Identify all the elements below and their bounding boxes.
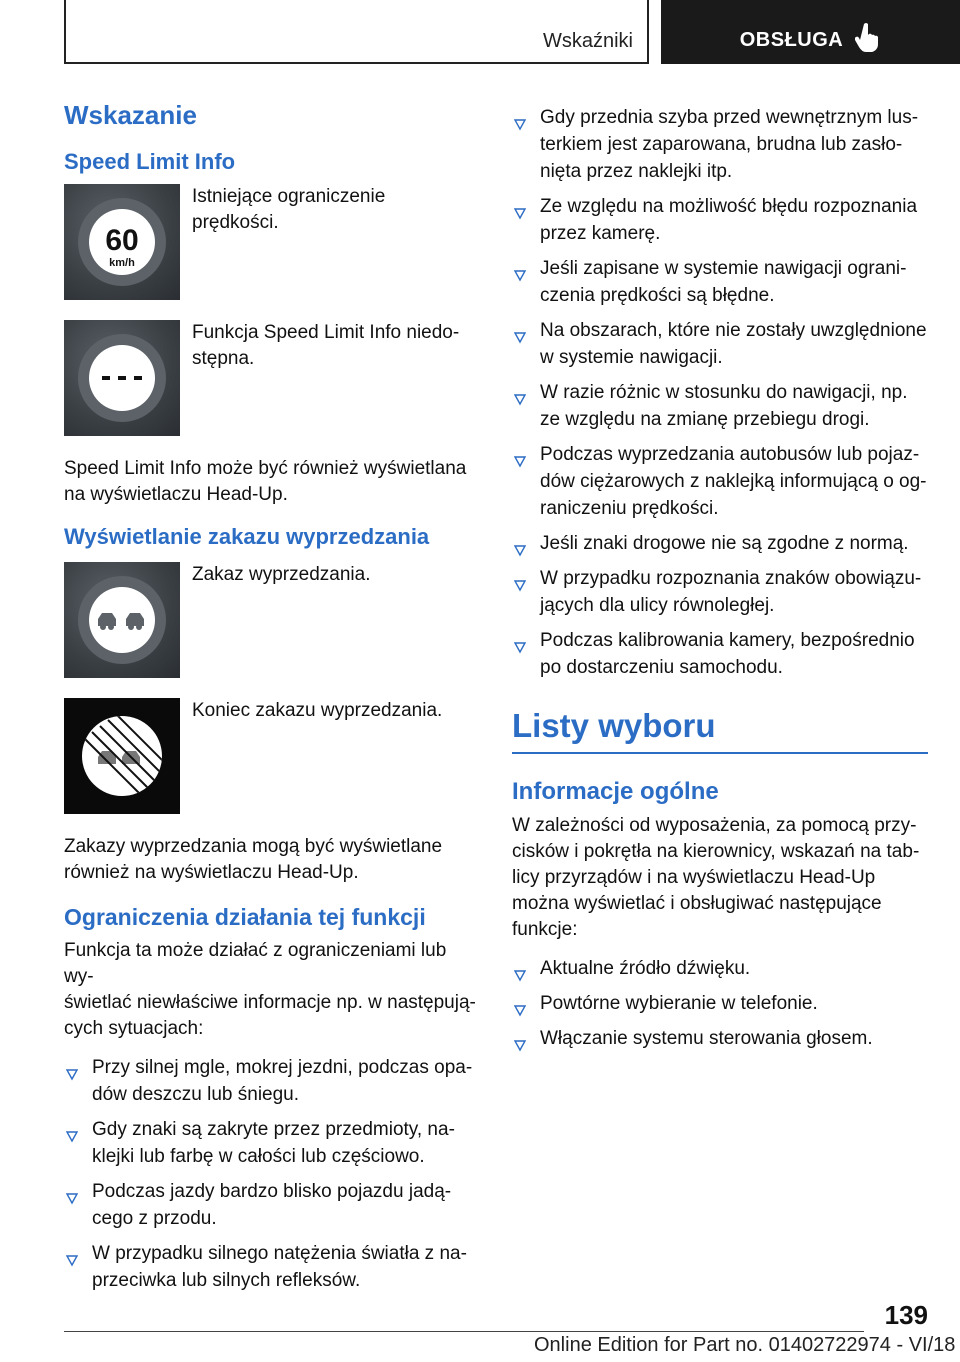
triangle-bullet-icon <box>514 963 526 990</box>
triangle-bullet-icon <box>66 1186 78 1213</box>
sign-row-no-overtaking <box>64 562 476 678</box>
right-column <box>512 100 928 1060</box>
list-item: Gdy przednia szyba przed wewnętrznym lus- terkiem jest zaparowana, brudna lub zasło- nięta przez naklejki itp. <box>512 104 928 185</box>
triangle-bullet-icon <box>514 635 526 662</box>
list-item: Przy silnej mgle, mokrej jezdni, podczas opa- dów deszczu lub śniegu. <box>64 1054 476 1108</box>
sign-row-end-no-overtaking <box>64 698 476 814</box>
triangle-bullet-icon <box>514 538 526 565</box>
list-item: Na obszarach, które nie zostały uwzględnione w systemie nawigacji. <box>512 317 928 371</box>
triangle-bullet-icon <box>66 1062 78 1089</box>
triangle-bullet-icon <box>514 1033 526 1060</box>
list-item: Powtórne wybieranie w telefonie. <box>512 990 928 1017</box>
triangle-bullet-icon <box>514 449 526 476</box>
sign-row-speed-limit <box>64 184 476 300</box>
list-item: W razie różnic w stosunku do nawigacji, np. ze względu na zmianę przebiegu drogi. <box>512 379 928 433</box>
list-item: W przypadku rozpoznania znaków obowiązu- jących dla ulicy równoległej. <box>512 565 928 619</box>
list-item: Jeśli znaki drogowe nie są zgodne z normą. <box>512 530 928 557</box>
page-number: 139 <box>884 1300 928 1330</box>
header-chapter-title: OBSŁUGA <box>739 28 844 51</box>
list-item: Włączanie systemu sterowania głosem. <box>512 1025 928 1052</box>
heading-general-info: Informacje ogólne <box>512 777 719 805</box>
footer-divider <box>64 1331 864 1332</box>
pointing-hand-icon <box>855 22 881 57</box>
list-item: Gdy znaki są zakryte przez przedmioty, na- klejki lub farbę w całości lub częściowo. <box>64 1116 476 1170</box>
sign-caption-end-no-overtaking: Koniec zakazu wyprzedzania. <box>192 699 443 721</box>
sign-caption-speed-limit: Istniejące ograniczenie prędkości. <box>192 185 386 233</box>
header-section-box <box>64 0 649 64</box>
svg-text:60: 60 <box>105 223 139 257</box>
header-chapter-tab <box>661 0 960 64</box>
svg-text:km/h: km/h <box>109 256 135 269</box>
triangle-bullet-icon <box>514 263 526 290</box>
triangle-bullet-icon <box>66 1248 78 1275</box>
speed-limit-unavailable-icon <box>64 320 180 436</box>
list-item: Podczas jazdy bardzo blisko pojazdu jadą- cego z przodu. <box>64 1178 476 1232</box>
list-item: Ze względu na możliwość błędu rozpoznania przez kamerę. <box>512 193 928 247</box>
speed-limit-sign-icon <box>64 184 180 300</box>
no-overtaking-sign-icon <box>64 562 180 678</box>
overtaking-info-paragraph: Zakazy wyprzedzania mogą być wyświetlane również na wyświetlaczu Head-Up. <box>64 835 443 883</box>
limitations-list-left <box>64 1054 476 1294</box>
triangle-bullet-icon <box>514 325 526 352</box>
list-item: W przypadku silnego natężenia światła z na- przeciwka lub silnych refleksów. <box>64 1240 476 1294</box>
sign-row-unavailable <box>64 320 476 436</box>
heading-speed-limit-info: Speed Limit Info <box>64 149 236 175</box>
limitations-list-right <box>512 104 928 681</box>
heading-selection-lists: Listy wyboru <box>512 705 928 754</box>
sign-caption-no-overtaking: Zakaz wyprzedzania. <box>192 563 371 585</box>
list-item: Podczas kalibrowania kamery, bezpośrednio po dostarczeniu samochodu. <box>512 627 928 681</box>
triangle-bullet-icon <box>514 112 526 139</box>
limitations-paragraph: Funkcja ta może działać z ograniczeniami lub wy- świetlać niewłaściwe informacje np. w następują- cych sytuacjach: <box>64 939 476 1039</box>
list-item: Jeśli zapisane w systemie nawigacji ograni- czenia prędkości są błędne. <box>512 255 928 309</box>
general-info-paragraph: W zależności od wyposażenia, za pomocą przy- cisków i pokrętła na kierownicy, wskazań na tab- licy przyrządów i na wyświetlaczu Head-Up można wyświetlać i obsługiwać następujące funkcje: <box>512 814 920 940</box>
triangle-bullet-icon <box>514 573 526 600</box>
general-functions-list <box>512 955 928 1052</box>
triangle-bullet-icon <box>514 998 526 1025</box>
sign-caption-unavailable: Funkcja Speed Limit Info niedo- stępna. <box>192 321 460 369</box>
speed-info-paragraph: Speed Limit Info może być również wyświetlana na wyświetlaczu Head-Up. <box>64 457 467 505</box>
heading-wskazanie: Wskazanie <box>64 100 197 130</box>
footer-edition: Online Edition for Part no. 01402722974 - VI/18 <box>534 1334 956 1356</box>
left-column <box>64 100 476 1302</box>
end-no-overtaking-sign-icon <box>64 698 180 814</box>
heading-limitations: Ograniczenia działania tej funkcji <box>64 903 426 930</box>
triangle-bullet-icon <box>514 387 526 414</box>
list-item: Aktualne źródło dźwięku. <box>512 955 928 982</box>
heading-overtaking: Wyświetlanie zakazu wyprzedzania <box>64 523 430 549</box>
triangle-bullet-icon <box>514 201 526 228</box>
header-section-title: Wskaźniki <box>542 30 633 52</box>
triangle-bullet-icon <box>66 1124 78 1151</box>
list-item: Podczas wyprzedzania autobusów lub pojaz- dów ciężarowych z naklejką informującą o og- raniczeniu prędkości. <box>512 441 928 522</box>
